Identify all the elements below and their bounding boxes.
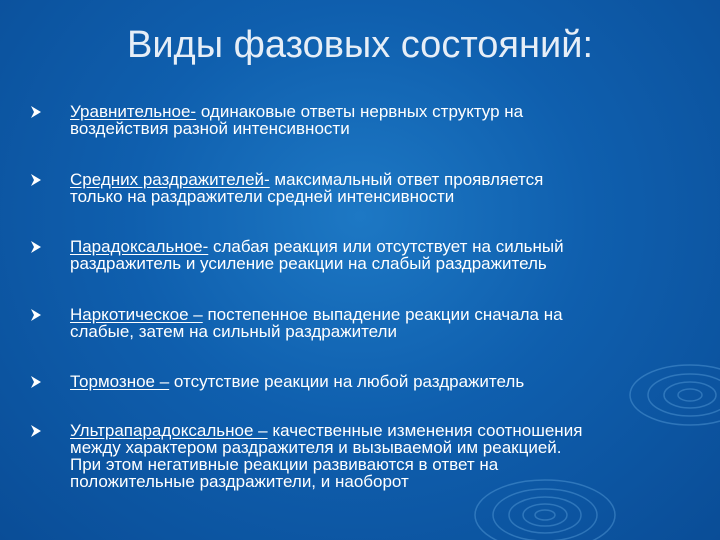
item-text: раздражитель и усиление реакции на слабый раздражитель [70, 254, 547, 273]
list-item [70, 238, 690, 272]
item-term: Ультрапарадоксальное – [70, 421, 268, 440]
item-term: Средних раздражителей- [70, 170, 270, 189]
item-text: максимальный ответ проявляется [269, 170, 544, 189]
item-text: слабые, затем на сильный раздражители [70, 322, 397, 341]
arrowhead-bullet-icon [30, 308, 42, 322]
item-term: Тормозное – [70, 372, 170, 391]
item-text: качественные изменения соотношения [267, 421, 583, 440]
list-item [70, 373, 690, 390]
list-item [70, 306, 690, 340]
arrowhead-bullet-icon [30, 105, 42, 119]
item-term: Уравнительное- [70, 102, 197, 121]
item-text: постепенное выпадение реакции сначала на [202, 305, 563, 324]
arrowhead-bullet-icon [30, 240, 42, 254]
item-text: слабая реакция или отсутствует на сильный [208, 237, 564, 256]
item-text: отсутствие реакции на любой раздражитель [169, 372, 525, 391]
item-term: Парадоксальное- [70, 237, 209, 256]
item-text: только на раздражители средней интенсивности [70, 187, 455, 206]
item-text: положительные раздражители, и наоборот [70, 472, 409, 491]
item-text: При этом негативные реакции развиваются в ответ на [70, 455, 499, 474]
item-term: Наркотическое – [70, 305, 203, 324]
arrowhead-bullet-icon [30, 173, 42, 187]
item-text: между характером раздражителя и вызываемой им реакцией. [70, 438, 562, 457]
list-item [70, 103, 690, 137]
item-text: воздействия разной интенсивности [70, 119, 350, 138]
arrowhead-bullet-icon [30, 424, 42, 438]
item-text: одинаковые ответы нервных структур на [196, 102, 524, 121]
slide-title: Виды фазовых состояний: [126, 24, 594, 66]
list-item [70, 171, 690, 205]
arrowhead-bullet-icon [30, 375, 42, 389]
list-item [70, 422, 690, 490]
